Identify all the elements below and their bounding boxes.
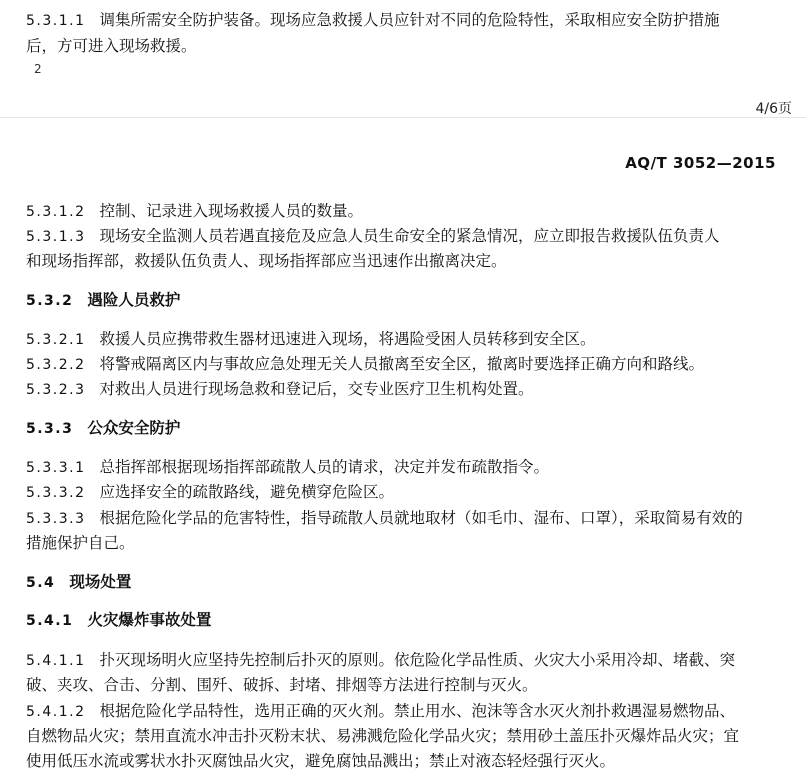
clause-5-4-1-1	[26, 650, 735, 671]
clause-text: 将警戒隔离区内与事故应急处理无关人员撤离至安全区，撤离时要选择正确方向和路线。	[99, 355, 704, 373]
clause-text: 根据危险化学品的危害特性，指导疏散人员就地取材（如毛巾、湿布、口罩），采取简易有效的	[99, 509, 743, 527]
clause-continuation: 破、夹攻、合击、分割、围歼、破拆、封堵、排烟等方法进行控制与灭火。	[26, 676, 538, 694]
clause-number: 5.3.2.2	[26, 357, 86, 373]
clause-number: 5.3.1.1	[26, 13, 86, 29]
clause-number: 5.3.3.2	[26, 485, 86, 501]
clause-5-3-2-3	[26, 379, 534, 400]
clause-5-3-3-2	[26, 482, 394, 503]
section-title: 火灾爆炸事故处置	[87, 610, 212, 629]
clause-text: 调集所需安全防护装备。现场应急救援人员应针对不同的危险特性，采取相应安全防护措施	[99, 11, 720, 29]
clause-continuation: 自燃物品火灾；禁用直流水冲击扑灭粉末状、易沸溅危险化学品火灾；禁用砂土盖压扑灭爆炸品火灾；宜	[26, 727, 740, 745]
clause-5-3-1-1	[26, 10, 720, 31]
section-number: 5.4	[26, 575, 56, 591]
clause-continuation: 措施保护自己。	[26, 534, 135, 552]
clause-text: 扑灭现场明火应坚持先控制后扑灭的原则。依危险化学品性质、火灾大小采用冷却、堵截、突	[99, 651, 735, 669]
clause-text: 现场安全监测人员若遇直接危及应急人员生命安全的紧急情况，应立即报告救援队伍负责人	[99, 227, 720, 245]
clause-5-3-3-3	[26, 508, 743, 529]
clause-text: 救援人员应携带救生器材迅速进入现场，将遇险受困人员转移到安全区。	[99, 330, 596, 348]
clause-number: 5.3.3.1	[26, 460, 86, 476]
section-number: 5.3.3	[26, 421, 74, 437]
clause-number: 5.3.1.3	[26, 229, 86, 245]
clause-text: 应选择安全的疏散路线，避免横穿危险区。	[99, 483, 394, 501]
section-number: 5.3.2	[26, 293, 74, 309]
section-heading-5-4-1	[26, 610, 211, 631]
clause-number: 5.4.1.1	[26, 653, 86, 669]
page-number: 2	[34, 62, 42, 76]
clause-text: 总指挥部根据现场指挥部疏散人员的请求，决定并发布疏散指令。	[99, 458, 549, 476]
page-indicator: 4/6页	[755, 101, 792, 117]
page-divider	[0, 117, 806, 118]
clause-number: 5.3.2.1	[26, 332, 86, 348]
clause-number: 5.3.3.3	[26, 511, 86, 527]
clause-5-4-1-2	[26, 701, 735, 722]
section-heading-5-3-3	[26, 418, 180, 439]
clause-number: 5.3.2.3	[26, 382, 86, 398]
clause-text: 根据危险化学品特性，选用正确的灭火剂。禁止用水、泡沫等含水灭火剂扑救遇湿易燃物品、	[99, 702, 735, 720]
clause-5-3-2-2	[26, 354, 704, 375]
section-heading-5-4	[26, 572, 131, 593]
section-title: 遇险人员救护	[87, 290, 181, 309]
clause-continuation: 和现场指挥部，救援队伍负责人、现场指挥部应当迅速作出撤离决定。	[26, 252, 507, 270]
section-title: 公众安全防护	[87, 418, 181, 437]
section-number: 5.4.1	[26, 613, 74, 629]
clause-5-3-1-2	[26, 201, 363, 222]
clause-number: 5.4.1.2	[26, 704, 86, 720]
section-heading-5-3-2	[26, 290, 180, 311]
clause-text: 控制、记录进入现场救援人员的数量。	[99, 202, 363, 220]
clause-5-3-1-3	[26, 226, 720, 247]
standard-code-header: AQ/T 3052—2015	[625, 154, 776, 172]
clause-number: 5.3.1.2	[26, 204, 86, 220]
section-title: 现场处置	[69, 572, 132, 591]
clause-continuation: 使用低压水流或雾状水扑灭腐蚀品火灾，避免腐蚀品溅出；禁止对液态轻烃强行灭火。	[26, 752, 616, 770]
clause-continuation: 后，方可进入现场救援。	[26, 37, 197, 55]
clause-text: 对救出人员进行现场急救和登记后，交专业医疗卫生机构处置。	[99, 380, 534, 398]
clause-5-3-3-1	[26, 457, 549, 478]
clause-5-3-2-1	[26, 329, 596, 350]
